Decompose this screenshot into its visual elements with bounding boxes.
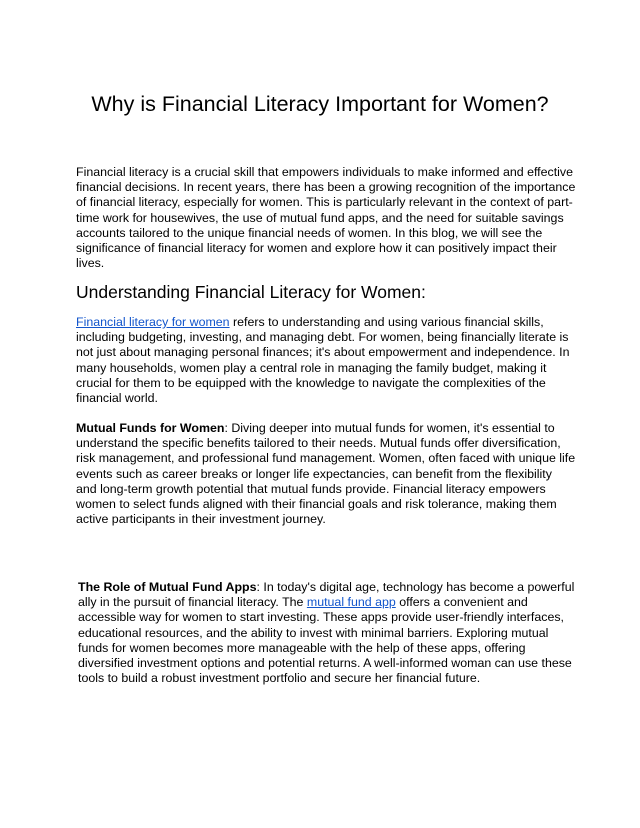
mutual-funds-paragraph-text: : Diving deeper into mutual funds for women, it's essential to understand the specific benefits tailored to their needs. Mutual funds offer diversification, risk management, and professional fund management. Women, often faced with unique life events such as career breaks or longer life expectancies, can benefit from the flexibility and long-term growth potential that mutual funds provide. Financial literacy empowers women to select funds aligned with their financial goals and risk tolerance, making them active participants in their investment journey. bbox=[76, 421, 576, 527]
literacy-paragraph bbox=[76, 315, 576, 406]
mutual-funds-label: Mutual Funds for Women bbox=[76, 421, 225, 435]
fund-apps-label: The Role of Mutual Fund Apps bbox=[78, 580, 257, 594]
fund-apps-text-before-link: : In today's digital age, technology has become a powerful ally in the pursuit of financial literacy. The bbox=[78, 580, 575, 610]
document-title: Why is Financial Literacy Important for Women? bbox=[91, 92, 549, 116]
intro-paragraph: Financial literacy is a crucial skill that empowers individuals to make informed and effective financial decisions. In recent years, there has been a growing recognition of the importance of financial literacy, especially for women. This is particularly relevant in the context of part-time work for housewives, the use of mutual fund apps, and the need for suitable savings accounts tailored to the unique financial needs of women. In this blog, we will see the significance of financial literacy for women and explore how it can positively impact their lives. bbox=[76, 165, 576, 271]
mutual-funds-paragraph bbox=[76, 421, 576, 527]
literacy-paragraph-text: refers to understanding and using various financial skills, including budgeting, investing, and managing debt. For women, being financially literate is not just about managing personal finances; it's about empowerment and independence. In many households, women play a central role in managing the family budget, making it crucial for them to be equipped with the knowledge to navigate the complexities of the financial world. bbox=[76, 315, 570, 406]
fund-apps-text-after-link: offers a convenient and accessible way for women to start investing. These apps provide user-friendly interfaces, educational resources, and the ability to invest with minimal barriers. Exploring mutual funds for women becomes more manageable with the help of these apps, offering diversified investment options and potential returns. A well-informed woman can use these tools to build a robust investment portfolio and secure her financial future. bbox=[78, 595, 572, 686]
fund-apps-paragraph bbox=[78, 580, 578, 686]
section-heading: Understanding Financial Literacy for Women: bbox=[76, 282, 426, 302]
financial-literacy-link[interactable]: Financial literacy for women bbox=[76, 315, 230, 329]
mutual-fund-app-link[interactable]: mutual fund app bbox=[306, 595, 396, 610]
